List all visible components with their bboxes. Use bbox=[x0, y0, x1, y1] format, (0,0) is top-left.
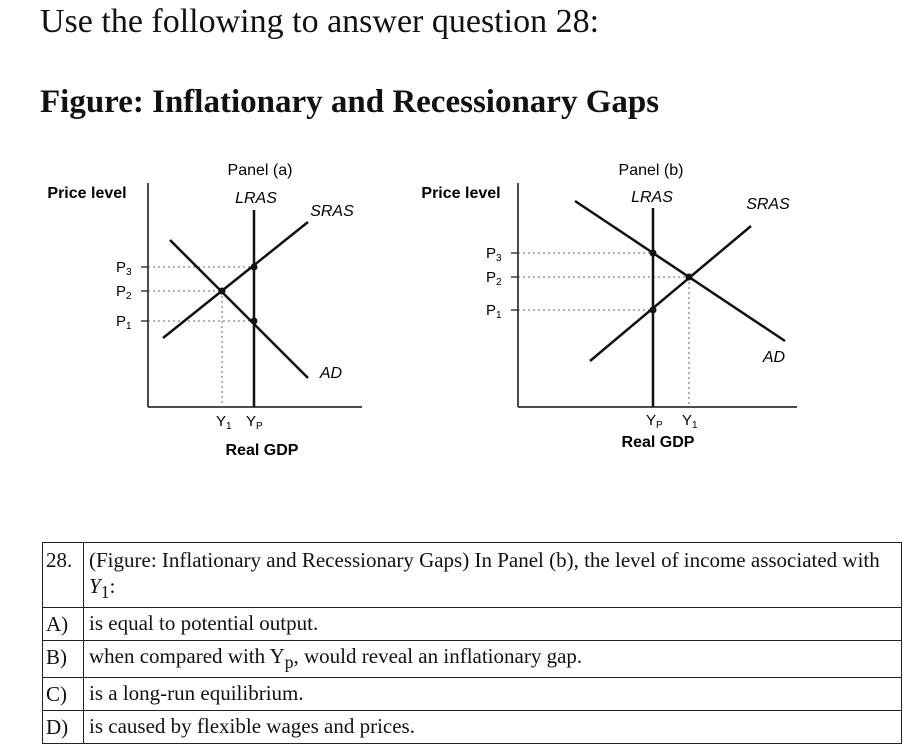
panel-a-point-sras-lras bbox=[251, 264, 258, 271]
option-b-subscript: p bbox=[284, 652, 294, 673]
panel-a bbox=[47, 162, 362, 459]
panel-a-point-ad-lras bbox=[251, 318, 258, 325]
question-variable: Y bbox=[89, 574, 101, 598]
option-row-b[interactable] bbox=[43, 641, 902, 678]
panel-b-y-axis-label: Price level bbox=[421, 185, 501, 202]
panel-b-point-ad-lras bbox=[650, 250, 657, 257]
panel-b-y1-label: $Y_1$ bbox=[682, 412, 698, 431]
option-text-d[interactable]: is caused by flexible wages and prices. bbox=[84, 711, 902, 744]
intro-text: Use the following to answer question 28: bbox=[40, 3, 600, 40]
panel-b-point-ad-sras bbox=[686, 274, 693, 281]
panel-a-point-ad-sras bbox=[219, 288, 226, 295]
option-text-a[interactable]: is equal to potential output. bbox=[84, 608, 902, 641]
figure-graphs bbox=[0, 150, 919, 470]
panel-a-y-axis-label: Price level bbox=[47, 185, 127, 202]
panel-b-sras-label: SRAS bbox=[746, 196, 790, 213]
option-letter-c: C) bbox=[43, 678, 84, 711]
option-b-text-before: when compared with Y bbox=[89, 644, 285, 669]
panel-a-p3-label: $P_3$ bbox=[116, 259, 132, 278]
panel-a-p1-label: $P_1$ bbox=[116, 313, 132, 332]
panel-a-ad-label: AD bbox=[319, 365, 343, 382]
option-text-c[interactable]: is a long-run equilibrium. bbox=[84, 678, 902, 711]
question-number: 28. bbox=[43, 543, 84, 608]
panel-b-x-axis-label: Real GDP bbox=[621, 434, 695, 451]
option-b-text-after: , would reveal an inflationary gap. bbox=[293, 644, 583, 669]
panel-b-yp-label: $Y_P$ bbox=[646, 412, 663, 431]
option-letter-d: D) bbox=[43, 711, 84, 744]
panel-a-sras-curve bbox=[163, 222, 308, 338]
question-variable-suffix: : bbox=[109, 574, 116, 598]
panel-b-ad-label: AD bbox=[762, 349, 786, 366]
panel-b-lras-label: LRAS bbox=[631, 189, 673, 206]
option-text-b[interactable] bbox=[84, 641, 902, 678]
question-variable-subscript: 1 bbox=[100, 582, 110, 603]
option-row-c[interactable] bbox=[43, 678, 902, 711]
panel-b-sras-curve bbox=[590, 226, 751, 361]
panel-a-title: Panel (a) bbox=[227, 162, 293, 179]
question-table bbox=[42, 542, 902, 744]
panel-b bbox=[421, 162, 797, 451]
panel-b-p1-label: $P_1$ bbox=[486, 302, 502, 321]
panel-a-lras-label: LRAS bbox=[235, 190, 277, 207]
question-stem bbox=[84, 543, 902, 608]
panel-b-point-sras-lras bbox=[650, 307, 657, 314]
panel-b-p3-label: $P_3$ bbox=[486, 245, 502, 264]
question-row bbox=[43, 543, 902, 608]
panel-a-x-axis-label: Real GDP bbox=[225, 442, 299, 459]
option-row-d[interactable] bbox=[43, 711, 902, 744]
panel-a-yp-label: $Y_P$ bbox=[246, 413, 263, 432]
panel-a-ad-curve bbox=[170, 240, 308, 378]
option-row-a[interactable] bbox=[43, 608, 902, 641]
figure-title: Figure: Inflationary and Recessionary Gaps bbox=[40, 84, 660, 120]
panel-a-p2-label: $P_2$ bbox=[116, 283, 132, 302]
panel-b-p2-label: $P_2$ bbox=[486, 269, 502, 288]
panel-b-ad-curve bbox=[575, 201, 785, 341]
panel-a-sras-label: SRAS bbox=[310, 203, 354, 220]
option-letter-a: A) bbox=[43, 608, 84, 641]
panel-b-title: Panel (b) bbox=[618, 162, 684, 179]
option-letter-b: B) bbox=[43, 641, 84, 678]
question-text: (Figure: Inflationary and Recessionary Gaps) In Panel (b), the level of income associated with bbox=[89, 548, 880, 572]
panel-a-y1-label: $Y_1$ bbox=[216, 413, 232, 432]
